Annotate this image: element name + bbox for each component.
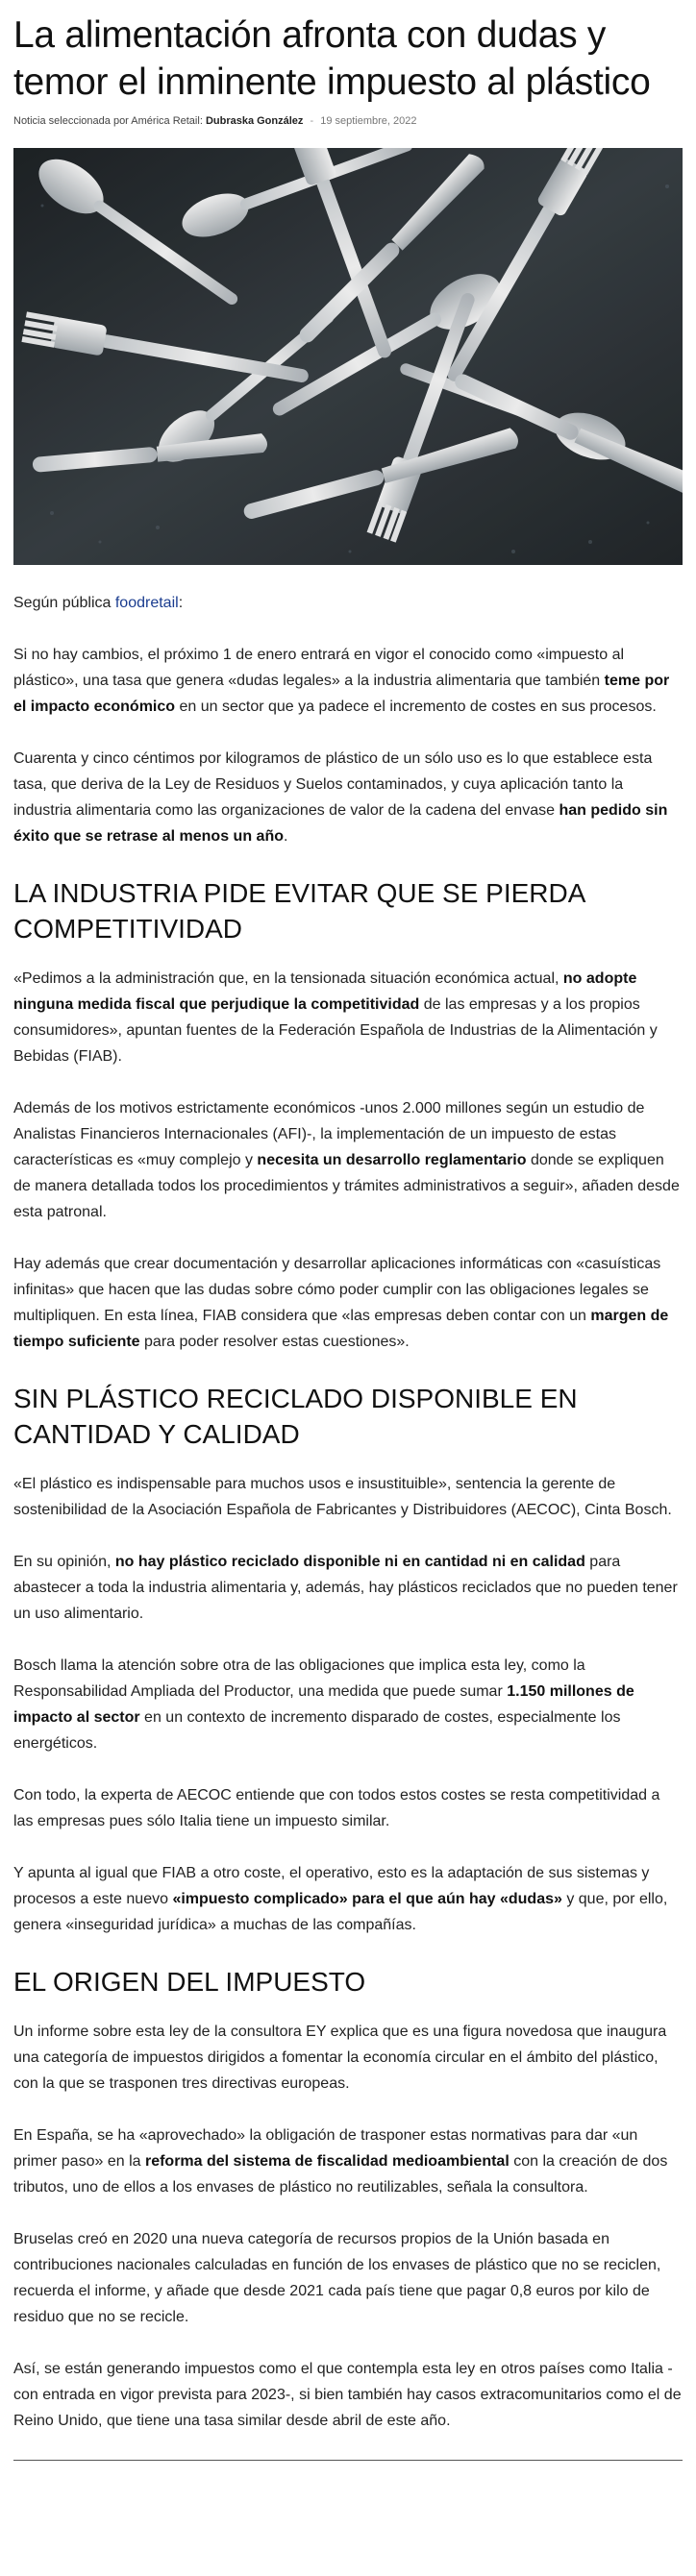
paragraph-8: Bosch llama la atención sobre otra de las obligaciones que implica esta ley, como la Responsabilidad Ampliada del Productor, una medida que puede sumar 1.150 millones de impacto al sector en un contexto de incremento disparado de costes, especialmente los energéticos. xyxy=(13,1657,634,1752)
source-link-foodretail[interactable]: foodretail xyxy=(114,595,179,611)
bottom-divider xyxy=(13,2460,683,2461)
paragraph-9: Con todo, la experta de AECOC entiende que con todos estos costes se resta competitividad a las empresas pues sólo Italia tiene un impuesto similar. xyxy=(13,1787,660,1829)
source-line: Según pública foodretail: xyxy=(13,595,184,611)
meta-date: 19 septiembre, 2022 xyxy=(320,115,417,127)
hero-image-plastic-cutlery xyxy=(13,148,683,565)
article xyxy=(0,12,696,2461)
paragraph-12: En España, se ha «aprovechado» la obligación de trasponer estas normativas para dar «un primer paso» en la reforma del sistema de fiscalidad medioambiental con la creación de dos tributos, uno de ellos a los envases de plástico no reutilizables, señala la consultora. xyxy=(13,2127,668,2196)
section-heading-industria: LA INDUSTRIA PIDE EVITAR QUE SE PIERDA COMPETITIVIDAD xyxy=(13,878,584,944)
meta-prefix: Noticia seleccionada por América Retail: xyxy=(13,115,203,127)
paragraph-6: «El plástico es indispensable para muchos usos e insustituible», sentencia la gerente de sostenibilidad de la Asociación Española de Fabricantes y Distribuidores (AECOC), Cinta Bosch. xyxy=(13,1476,672,1518)
meta-author[interactable]: Dubraska González xyxy=(205,115,304,127)
section-heading-reciclado: SIN PLÁSTICO RECICLADO DISPONIBLE EN CANTIDAD Y CALIDAD xyxy=(13,1384,578,1449)
paragraph-3: «Pedimos a la administración que, en la tensionada situación económica actual, no adopte ninguna medida fiscal que perjudique la competitividad de las empresas y a los propios consumidores», apuntan fuentes de la Federación Española de Industrias de la Alimentación y Bebidas (FIAB). xyxy=(13,970,658,1065)
article-meta xyxy=(13,115,683,127)
paragraph-14: Así, se están generando impuestos como el que contempla esta ley en otros países como Italia -con entrada en vigor prevista para 2023-, si bien también hay casos extracomunitarios como el de Reino Unido, que tiene una tasa similar desde abril de este año. xyxy=(13,2361,682,2429)
paragraph-1: Si no hay cambios, el próximo 1 de enero entrará en vigor el conocido como «impuesto al plástico», una tasa que genera «dudas legales» a la industria alimentaria que también teme por el impacto económico en un sector que ya padece el incremento de costes en sus procesos. xyxy=(13,647,670,715)
article-title: La alimentación afronta con dudas y temor el inminente impuesto al plástico xyxy=(13,14,651,103)
paragraph-11: Un informe sobre esta ley de la consultora EY explica que es una figura novedosa que inaugura una categoría de impuestos dirigidos a fomentar la economía circular en el ámbito del plástico, con la que se trasponen tres directivas europeas. xyxy=(13,2024,667,2092)
paragraph-10: Y apunta al igual que FIAB a otro coste, el operativo, esto es la adaptación de sus sistemas y procesos a este nuevo «impuesto complicado» para el que aún hay «dudas» y que, por ello, genera «inseguridad jurídica» a muchas de las compañías. xyxy=(13,1865,668,1933)
section-heading-origen: EL ORIGEN DEL IMPUESTO xyxy=(13,1967,366,1997)
paragraph-4: Además de los motivos estrictamente económicos -unos 2.000 millones según un estudio de Analistas Financieros Internacionales (AFI)-, la implementación de un impuesto de estas características es «muy complejo y necesita un desarrollo reglamentario donde se expliquen de manera detallada todos los procedimientos y trámites administrativos a seguir», añaden desde esta patronal. xyxy=(13,1100,680,1220)
paragraph-5: Hay además que crear documentación y desarrollar aplicaciones informáticas con «casuísticas infinitas» que hacen que las dudas sobre cómo poder cumplir con las obligaciones legales se multipliquen. En esta línea, FIAB considera que «las empresas deben contar con un margen de tiempo suficiente para poder resolver estas cuestiones». xyxy=(13,1256,669,1350)
paragraph-7: En su opinión, no hay plástico reciclado disponible ni en cantidad ni en calidad para abastecer a toda la industria alimentaria y, además, hay plásticos reciclados que no pueden tener un uso alimentario. xyxy=(13,1554,678,1622)
meta-separator: - xyxy=(310,115,314,127)
paragraph-2: Cuarenta y cinco céntimos por kilogramos de plástico de un sólo uso es lo que establece esta tasa, que deriva de la Ley de Residuos y Suelos contaminados, y cuya aplicación tanto la industria alimentaria como las organizaciones de valor de la cadena del envase han pedido sin éxito que se retrase al menos un año. xyxy=(13,750,668,845)
paragraph-13: Bruselas creó en 2020 una nueva categoría de recursos propios de la Unión basada en contribuciones nacionales calculadas en función de los envases de plástico que no se reciclen, recuerda el informe, y añade que desde 2021 cada país tiene que pagar 0,8 euros por kilo de residuo que no se recicle. xyxy=(13,2231,661,2325)
